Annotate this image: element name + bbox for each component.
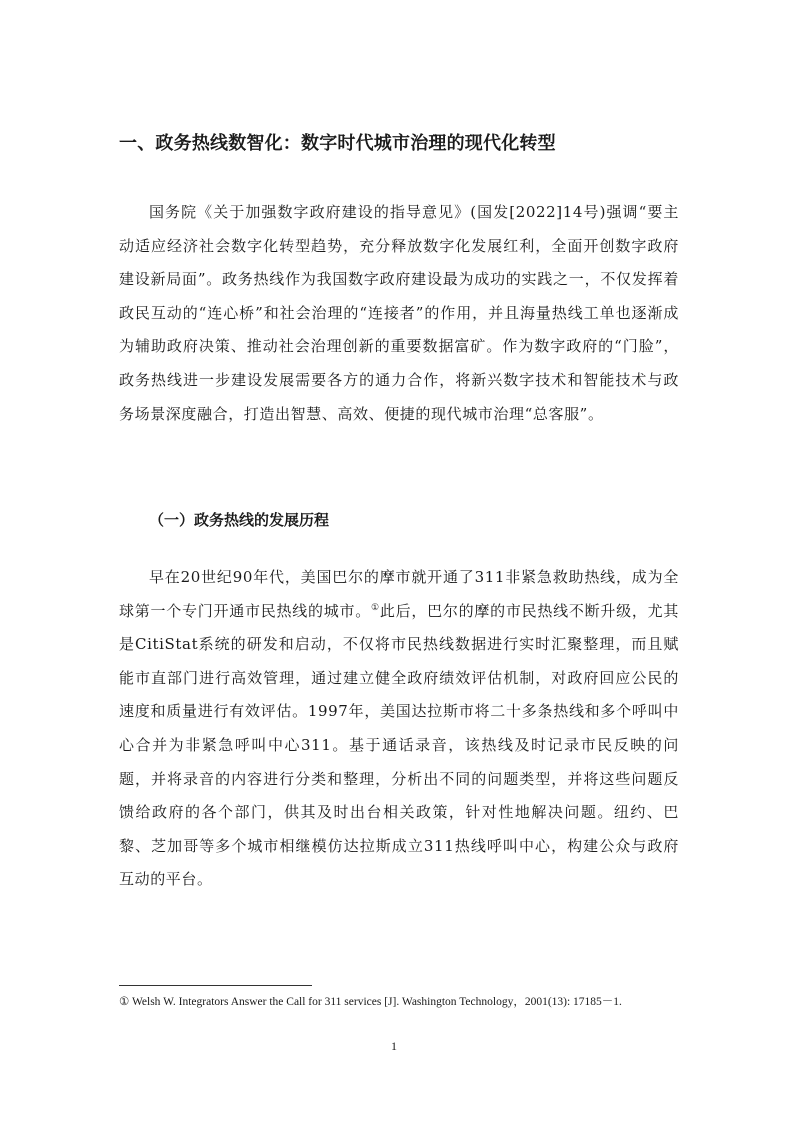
footnote-text: ① Welsh W. Integrators Answer the Call for 311 services [J]. Washington Technology，2001(13): 17185－1.: [119, 996, 622, 1008]
section-heading: 一、政务热线数智化：数字时代城市治理的现代化转型: [119, 133, 556, 154]
footnote-reference[interactable]: ①: [371, 602, 380, 613]
footnote-divider: [119, 985, 312, 986]
subsection-heading: （一）政务热线的发展历程: [149, 511, 330, 529]
paragraph-history-part2: 此后，巴尔的摩的市民热线不断升级，尤其是CitiStat系统的研发和启动，不仅将市民热线数据进行实时汇聚整理，而且赋能市直部门进行高效管理，通过建立健全政府绩效评估机制，对政府回应公民的速度和质量进行有效评估。1997年，美国达拉斯市将二十多条热线和多个呼叫中心合并为非紧急呼叫中心311。基于通话录音，该热线及时记录市民反映的问题，并将录音的内容进行分类和整理，分析出不同的问题类型，并将这些问题反馈给政府的各个部门，供其及时出台相关政策，针对性地解决问题。纽约、巴黎、芝加哥等多个城市相继模仿达拉斯成立311热线呼叫中心，构建公众与政府互动的平台。: [119, 601, 679, 889]
page-number: 1: [391, 1039, 397, 1053]
paragraph-intro: 国务院《关于加强数字政府建设的指导意见》(国发[2022]14号)强调“要主动适应经济社会数字化转型趋势，充分释放数字化发展红利，全面开创数字政府建设新局面”。政务热线作为我国数字政府建设最为成功的实践之一，不仅发挥着政民互动的“连心桥”和社会治理的“连接者”的作用，并且海量热线工单也逐渐成为辅助政府决策、推动社会治理创新的重要数据富矿。作为数字政府的“门脸”，政务热线进一步建设发展需要各方的通力合作，将新兴数字技术和智能技术与政务场景深度融合，打造出智慧、高效、便捷的现代城市治理“总客服”。: [119, 203, 679, 423]
paragraph-history-part1: 早在20世纪90年代，美国巴尔的摩市就开通了311非紧急救助热线，成为全球第一个专门开通市民热线的城市。: [119, 568, 679, 620]
paragraph-history: [119, 561, 679, 897]
